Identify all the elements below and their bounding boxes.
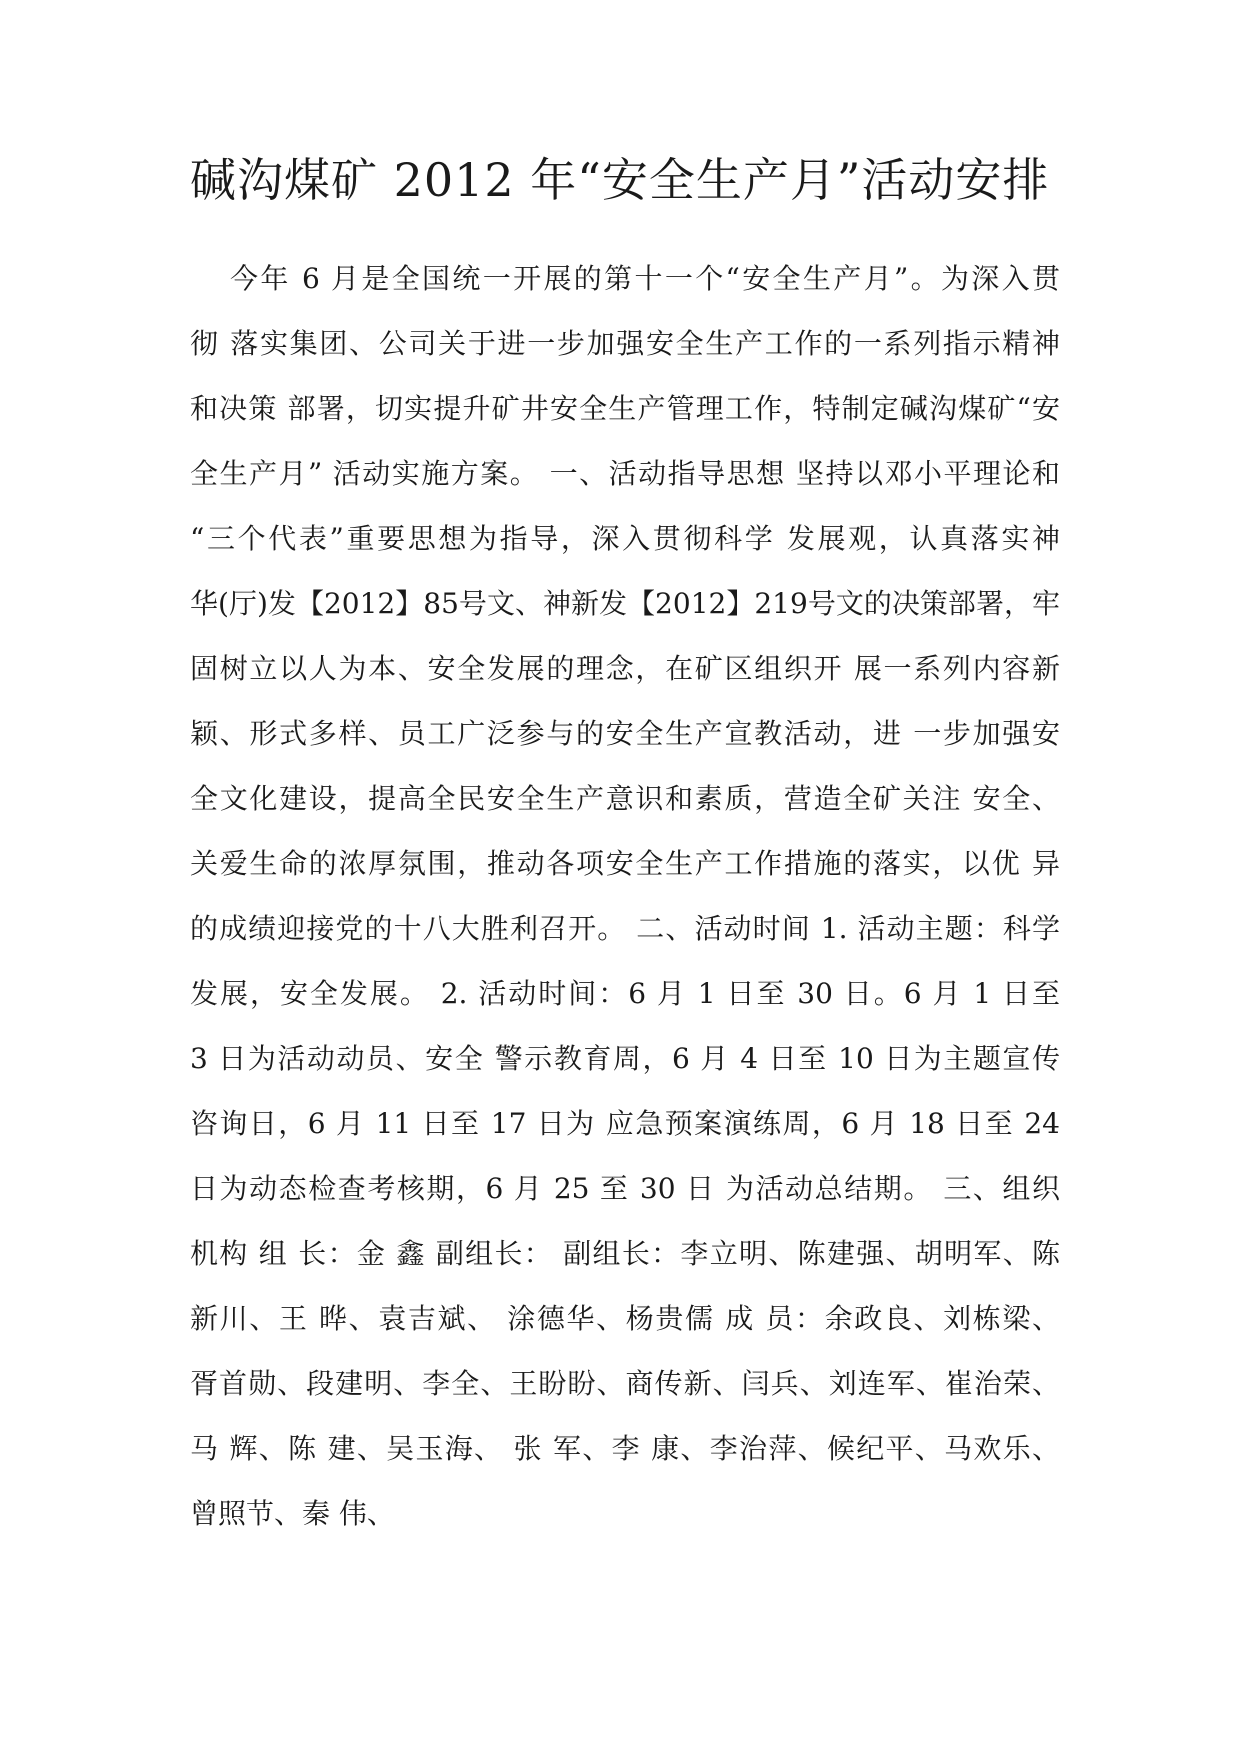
body-line: 马 辉、陈 建、吴玉海、 张 军、李 康、李治萍、候纪平、马欢乐、 [190, 1432, 1060, 1465]
body-line: 新川、王 晔、袁吉斌、 涂德华、杨贵儒 成 员：余政良、刘栋梁、 [190, 1302, 1060, 1335]
body-line: 颖、形式多样、员工广泛参与的安全生产宣教活动，进 一步加强安 [190, 717, 1060, 750]
body-line: 华(厅)发【2012】85号文、神新发【2012】219号文的决策部署，牢 [190, 587, 1060, 620]
body-line: 机构 组 长：金 鑫 副组长： 副组长：李立明、陈建强、胡明军、陈 [190, 1237, 1060, 1270]
body-line: 彻 落实集团、公司关于进一步加强安全生产工作的一系列指示精神 [190, 327, 1060, 360]
body-line: 全文化建设，提高全民安全生产意识和素质，营造全矿关注 安全、 [190, 782, 1060, 815]
body-line: 的成绩迎接党的十八大胜利召开。 二、活动时间 1. 活动主题：科学 [190, 912, 1060, 945]
body-line: 固树立以人为本、安全发展的理念，在矿区组织开 展一系列内容新 [190, 652, 1060, 685]
body-line: 发展，安全发展。 2. 活动时间：6 月 1 日至 30 日。6 月 1 日至 [190, 977, 1060, 1010]
body-line: 曾照节、秦 伟、 [190, 1497, 395, 1530]
body-line: 全生产月” 活动实施方案。 一、活动指导思想 坚持以邓小平理论和 [190, 457, 1060, 490]
body-line: 日为动态检查考核期，6 月 25 至 30 日 为活动总结期。 三、组织 [190, 1172, 1060, 1205]
body-line: “三个代表”重要思想为指导，深入贯彻科学 发展观，认真落实神 [190, 522, 1060, 555]
document-body [190, 246, 1060, 1546]
document-title: 碱沟煤矿 2012 年“安全生产月”活动安排 [190, 153, 1050, 207]
body-line: 咨询日，6 月 11 日至 17 日为 应急预案演练周，6 月 18 日至 24 [190, 1107, 1060, 1140]
body-line: 和决策 部署，切实提升矿井安全生产管理工作，特制定碱沟煤矿“安 [190, 392, 1060, 425]
body-line: 今年 6 月是全国统一开展的第十一个“安全生产月”。为深入贯 [230, 262, 1060, 295]
body-line: 3 日为活动动员、安全 警示教育周，6 月 4 日至 10 日为主题宣传 [190, 1042, 1060, 1075]
body-line: 胥首勋、段建明、李全、王盼盼、商传新、闫兵、刘连军、崔治荣、 [190, 1367, 1060, 1400]
body-line: 关爱生命的浓厚氛围，推动各项安全生产工作措施的落实，以优 异 [190, 847, 1060, 880]
